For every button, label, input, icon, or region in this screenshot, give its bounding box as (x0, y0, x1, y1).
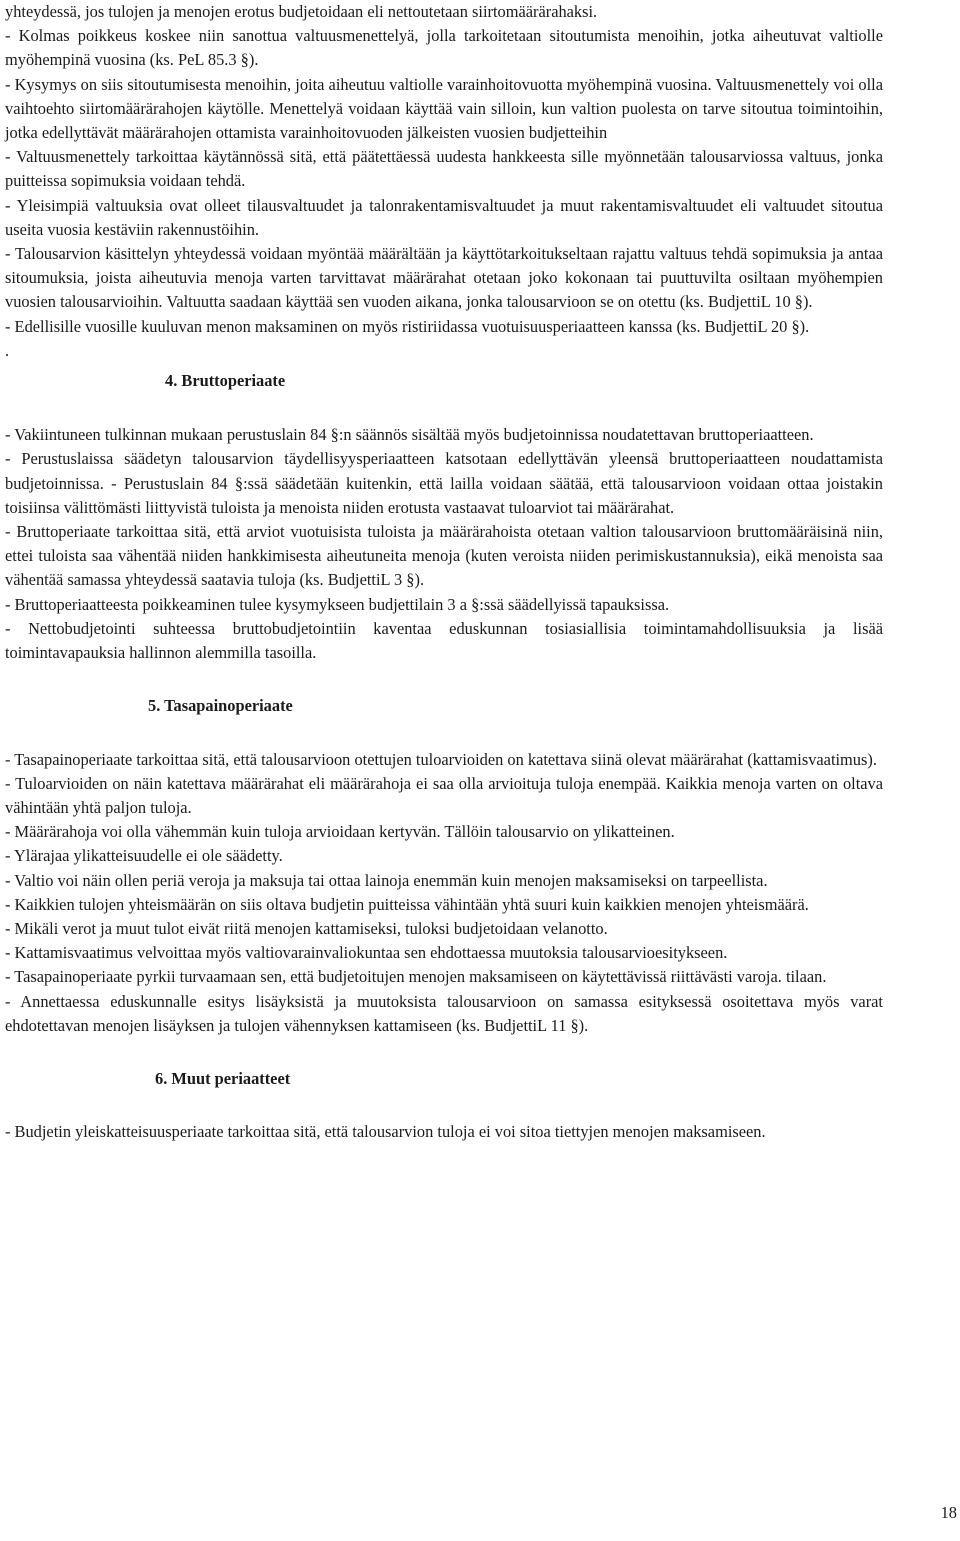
paragraph: - Edellisille vuosille kuuluvan menon maksaminen on myös ristiriidassa vuotuisuusperiaatteen kanssa (ks. BudjettiL 20 §). (5, 316, 810, 336)
paragraph: - Bruttoperiaate tarkoittaa sitä, että arviot vuotuisista tuloista ja määrärahoista otetaan valtion talousarvioon bruttomääräisinä niin, ettei tuloista saa vähentää niiden hankkimisesta aiheutuneita menoja (kuten veroista niiden perimiskustannuksia), eikä menoista saa vähentää samassa yhteydessä saatavia tuloja (ks. BudjettiL 3 §). (5, 522, 883, 590)
paragraph: - Bruttoperiaatteesta poikkeaminen tulee kysymykseen budjettilain 3 a §:ssä säädellyissä tapauksissa. (5, 594, 670, 614)
paragraph: - Kaikkien tulojen yhteismäärän on siis oltava budjetin puitteissa vähintään yhtä suuri kuin kaikkien menojen yhteismäärä. (5, 894, 809, 914)
paragraph: - Tasapainoperiaate pyrkii turvaamaan sen, että budjetoitujen menojen maksamiseen on käytettävissä riittävästi varoja. tilaan. (5, 967, 827, 987)
paragraph: yhteydessä, jos tulojen ja menojen erotus budjetoidaan eli nettoutetaan siirtomäärärahaksi. (5, 2, 598, 21)
paragraph: - Määrärahoja voi olla vähemmän kuin tuloja arvioidaan kertyvän. Tällöin talousarvio on ylikatteinen. (5, 822, 675, 842)
document-page (5, 0, 883, 1145)
paragraph: - Ylärajaa ylikatteisuudelle ei ole säädetty. (5, 846, 283, 866)
paragraph: - Kysymys on siis sitoutumisesta menoihin, joita aiheutuu valtiolle varainhoitovuotta myöhempinä vuosina. Valtuusmenettely voi olla vaihtoehto siirtomäärärahojen käytölle. Menettelyä voidaan käyttää vain silloin, kun valtion puolesta on tarve sitoutua toimintoihin, jotka edellyttävät määrärahojen ottamista varainhoitovuoden jälkeisten vuosien budjetteihin (5, 74, 883, 143)
paragraph: - Valtuusmenettely tarkoittaa käytännössä sitä, että päätettäessä uudesta hankkeesta sille myönnetään talousarviossa valtuus, jonka puitteissa sopimuksia voidaan tehdä. (5, 147, 883, 191)
paragraph: - Kolmas poikkeus koskee niin sanottua valtuusmenettelyä, jolla tarkoitetaan sitoutumista menoihin, jotka aiheutuvat valtiolle myöhempinä vuosina (ks. PeL 85.3 §). (5, 26, 883, 70)
section-heading-muut-periaatteet: 6. Muut periaatteet (155, 1069, 291, 1089)
paragraph: - Annettaessa eduskunnalle esitys lisäyksistä ja muutoksista talousarvioon on samassa esityksessä osoitettava myös varat ehdotettavan menojen lisäyksen ja tulojen vähennyksen kattamiseen (ks. BudjettiL 11 §). (5, 991, 883, 1035)
paragraph: - Valtio voi näin ollen periä veroja ja maksuja tai ottaa lainoja enemmän kuin menojen maksamiseksi on tarpeellista. (5, 870, 768, 890)
paragraph: - Tasapainoperiaate tarkoittaa sitä, että talousarvioon otettujen tuloarvioiden on katettava siinä olevat määrärahat (kattamisvaatimus). (5, 749, 877, 769)
page-number: 18 (940, 1503, 957, 1522)
paragraph: - Kattamisvaatimus velvoittaa myös valtiovarainvaliokuntaa sen ehdottaessa muutoksia talousarvioesitykseen. (5, 943, 728, 963)
section-heading-tasapainoperiaate: 5. Tasapainoperiaate (148, 696, 293, 716)
paragraph: - Perustuslaissa säädetyn talousarvion täydellisyysperiaatteen katsotaan edellyttävän yleensä bruttoperiaatteen noudattamista budjetoinnissa. - Perustuslain 84 §:ssä säädetään kuitenkin, että lailla voidaan säätää, että talousarvioon voidaan ottaa joistakin toisiinsa välittömästi liittyvistä tuloista ja menoista niiden erotusta vastaavat tuloarviot tai määrärahat. (5, 449, 883, 517)
paragraph: - Talousarvion käsittelyn yhteydessä voidaan myöntää määrältään ja käyttötarkoitukseltaan rajattu valtuus tehdä sopimuksia ja antaa sitoumuksia, joista aiheutuvia menoja varten tarvittavat määrärahat otetaan joko kokonaan tai puuttuvilta osiltaan myöhempien vuosien talousarvioihin. Valtuutta saadaan käyttää sen vuoden aikana, jonka talousarvioon se on otettu (ks. BudjettiL 10 §). (5, 244, 883, 312)
paragraph: . (5, 340, 10, 360)
paragraph: - Mikäli verot ja muut tulot eivät riitä menojen kattamiseksi, tuloksi budjetoidaan velanotto. (5, 919, 608, 939)
paragraph: - Vakiintuneen tulkinnan mukaan perustuslain 84 §:n säännös sisältää myös budjetoinnissa noudatettavan bruttoperiaatteen. (5, 425, 814, 445)
paragraph: - Nettobudjetointi suhteessa bruttobudjetointiin kaventaa eduskunnan tosiasiallisia toimintamahdollisuuksia ja lisää toimintavapauksia hallinnon alemmilla tasoilla. (5, 618, 883, 663)
section-heading-bruttoperiaate: 4. Bruttoperiaate (165, 371, 286, 391)
paragraph: - Tuloarvioiden on näin katettava määrärahat eli määrärahoja ei saa olla arvioituja tuloja enempää. Kaikkia menoja varten on oltava vähintään yhtä paljon tuloja. (5, 773, 883, 818)
paragraph: - Budjetin yleiskatteisuusperiaate tarkoittaa sitä, että talousarvion tuloja ei voi sitoa tiettyjen menojen maksamiseen. (5, 1122, 766, 1142)
paragraph: - Yleisimpiä valtuuksia ovat olleet tilausvaltuudet ja talonrakentamisvaltuudet ja muut rakentamisvaltuudet eli valtuudet sitoutua useita vuosia kestäviin rakennustöihin. (5, 195, 883, 239)
